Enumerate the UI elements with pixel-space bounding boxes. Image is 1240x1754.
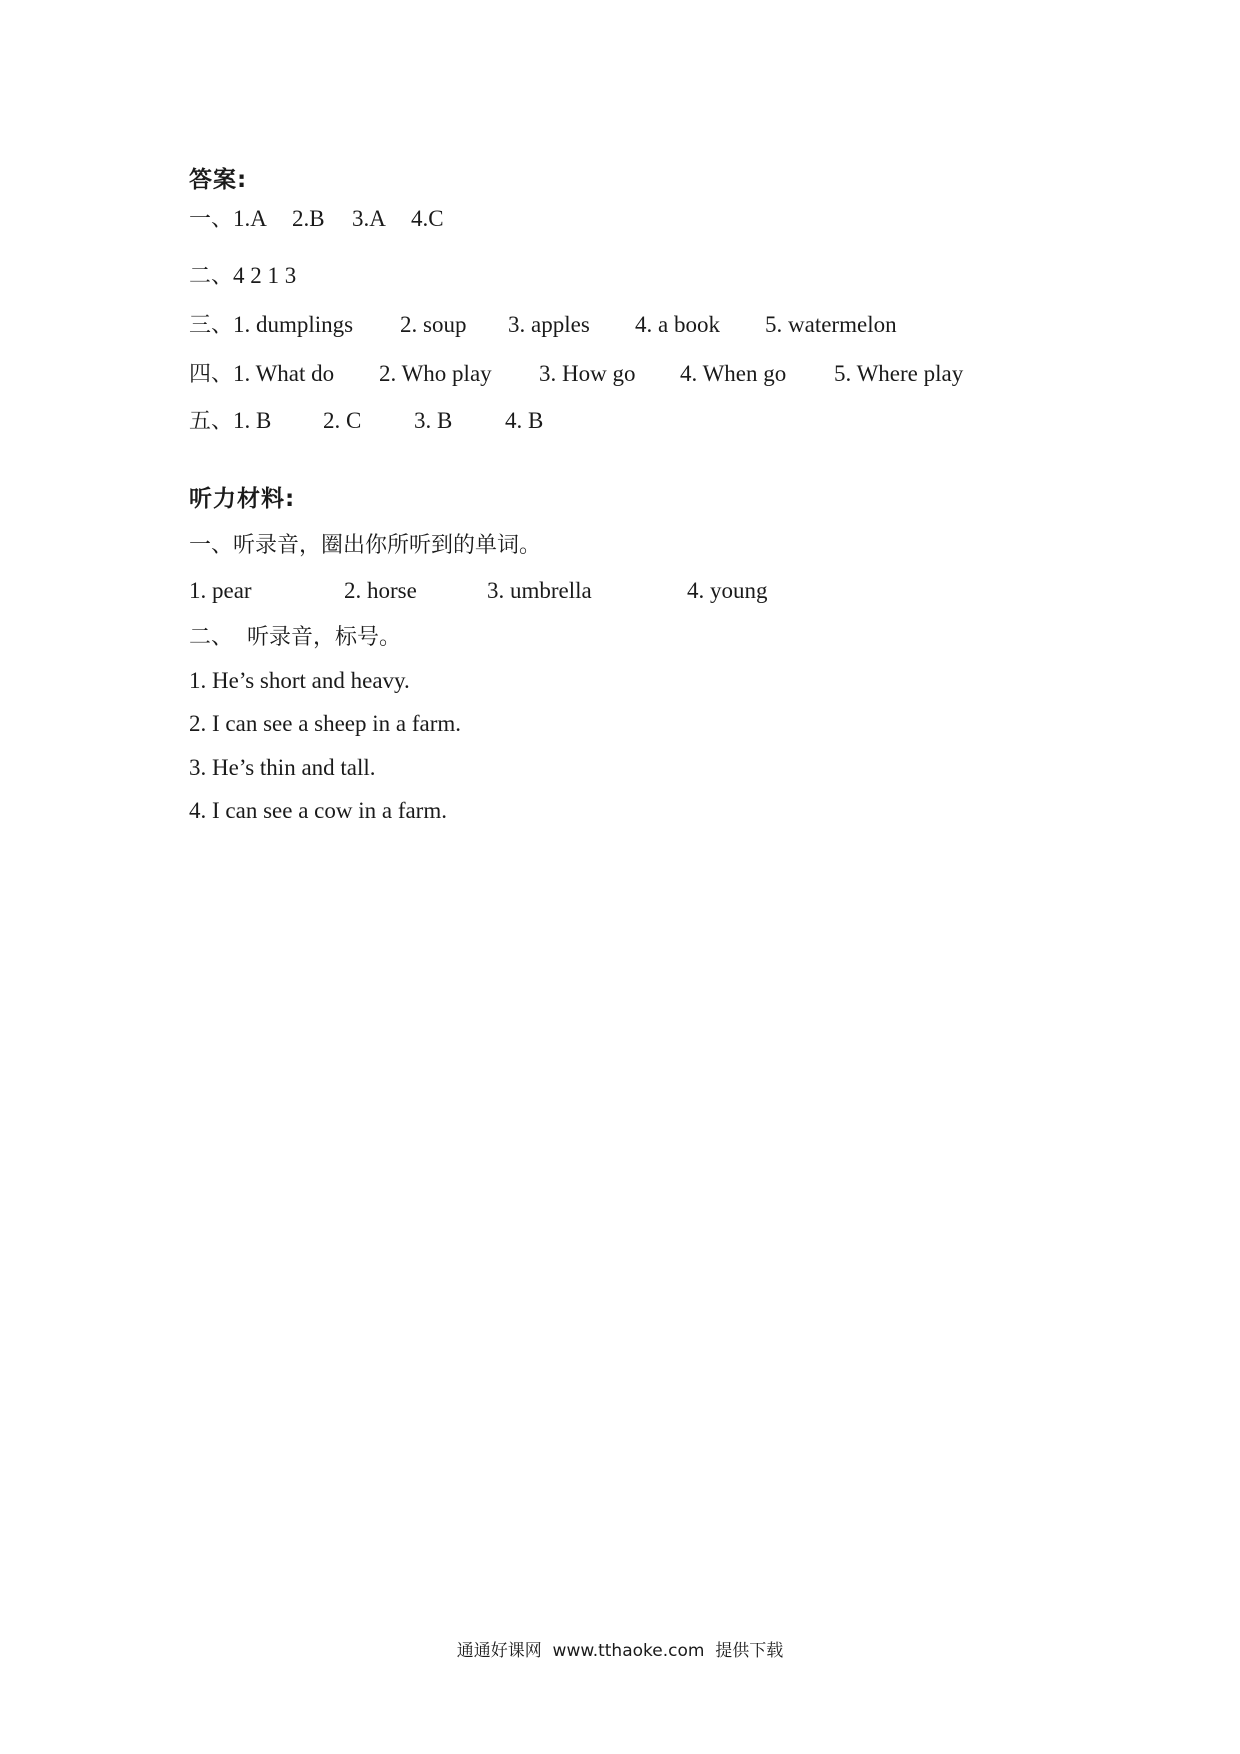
- answer-item: 3. apples: [508, 312, 590, 337]
- listening-word: 2. horse: [344, 578, 417, 603]
- answer-item: 3. How go: [539, 361, 636, 386]
- footer-site-name: 通通好课网: [456, 1641, 542, 1661]
- listening-word: 4. young: [687, 578, 768, 603]
- answer-item: 3.A: [352, 206, 386, 231]
- answer-item: 5. Where play: [834, 361, 964, 386]
- page-footer: [0, 1636, 1240, 1661]
- answer-row-4: [189, 357, 963, 388]
- answer-row-prefix: 四、: [189, 362, 234, 387]
- answer-item: 1. dumplings: [233, 312, 354, 337]
- answer-row-1: [189, 202, 444, 233]
- answer-item: 2.B: [292, 206, 325, 231]
- listening-sentence: 1. He’s short and heavy.: [189, 668, 410, 693]
- listening-word: 3. umbrella: [487, 578, 592, 603]
- listening-sentence: 4. I can see a cow in a farm.: [189, 798, 447, 823]
- listening-word-list: [189, 578, 768, 604]
- listening-word: 1. pear: [189, 578, 252, 603]
- listening-section-1-title: 一、听录音，圈出你所听到的单词。: [189, 533, 542, 558]
- answer-item: 2. soup: [400, 312, 467, 337]
- listening-sentence: 3. He’s thin and tall.: [189, 755, 376, 780]
- answer-item: 3. B: [414, 408, 453, 433]
- answer-item: 2. C: [323, 408, 362, 433]
- answer-item: 2. Who play: [379, 361, 492, 386]
- answer-item: 4. When go: [680, 361, 787, 386]
- answer-row-prefix: 五、: [189, 409, 234, 434]
- answer-row-prefix: 三、: [189, 313, 234, 338]
- answer-row-5: [189, 404, 543, 435]
- answer-item: 4.C: [411, 206, 444, 231]
- answer-row-prefix: 二、: [189, 264, 234, 289]
- listening-section-2-title: 二、 听录音，标号。: [189, 625, 401, 650]
- answer-item: 4. B: [505, 408, 544, 433]
- answer-item: 1. What do: [233, 361, 335, 386]
- listening-sentence: 2. I can see a sheep in a farm.: [189, 711, 462, 736]
- answer-row-prefix: 一、: [189, 207, 234, 232]
- answer-item: 1. B: [233, 408, 272, 433]
- answers-heading: 答案:: [189, 167, 248, 193]
- footer-suffix: 提供下载: [715, 1641, 784, 1661]
- footer-url[interactable]: www.tthaoke.com: [552, 1641, 705, 1661]
- answer-item: 5. watermelon: [765, 312, 897, 337]
- answer-item: 4. a book: [635, 312, 720, 337]
- listening-heading: 听力材料:: [189, 486, 296, 512]
- answer-item: 1.A: [233, 206, 267, 231]
- answer-row-2: [189, 259, 296, 290]
- answer-row-3: [189, 308, 897, 339]
- answer-item: 4 2 1 3: [233, 263, 297, 288]
